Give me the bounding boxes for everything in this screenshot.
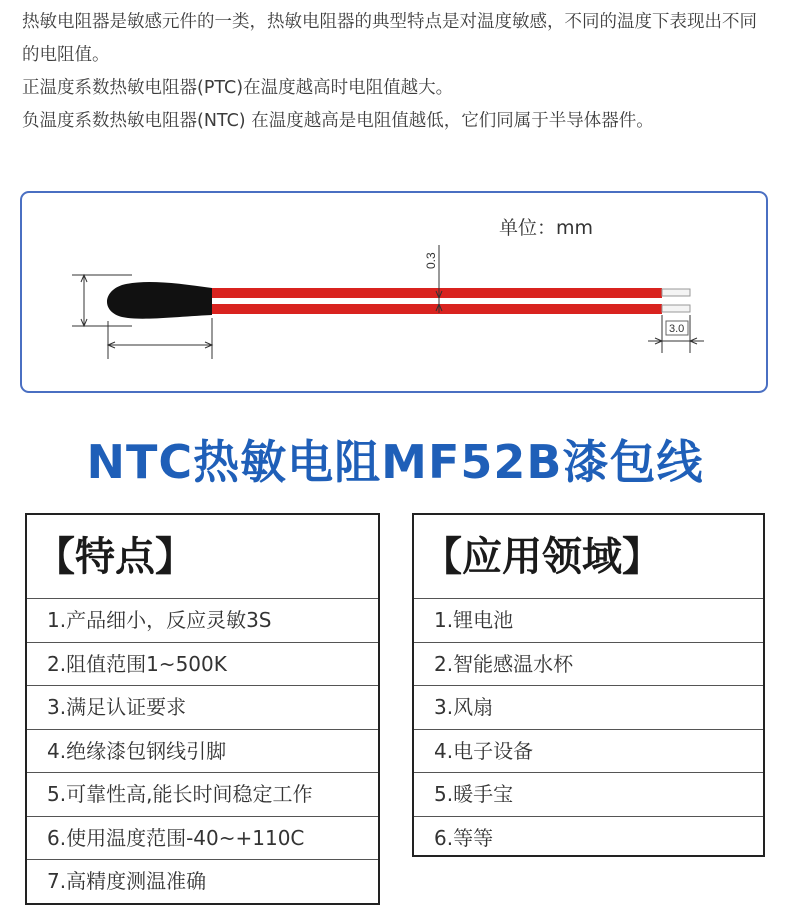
application-item: 6.等等 [434,825,494,850]
lead-bottom [662,305,690,312]
thermistor-head [107,282,212,319]
features-panel [25,513,380,905]
application-item: 3.风扇 [414,686,763,730]
features-heading: 【特点】 [27,515,378,599]
intro-paragraph-1: 热敏电阻器是敏感元件的一类，热敏电阻器的典型特点是对温度敏感，不同的温度下表现出不同的电阻值。 [22,12,757,65]
dim-lead-gap-label: 0.3 [424,252,438,269]
thermistor-diagram [20,191,768,393]
feature-item: 1.产品细小，反应灵敏3S [27,599,378,643]
unit-label: 单位：mm [499,217,594,239]
applications-panel [412,513,765,857]
intro-paragraph-2: 正温度系数热敏电阻器(PTC)在温度越高时电阻值越大。 [22,78,454,98]
feature-item: 7.高精度测温准确 [47,869,207,893]
page-title: NTC热敏电阻MF52B漆包线 [86,435,704,489]
dim-tip-label: 3.0 [669,323,685,335]
application-item: 5.暖手宝 [414,773,763,817]
application-item: 4.电子设备 [414,730,763,774]
dim-head-length [108,318,212,359]
intro-text [22,6,774,138]
applications-heading: 【应用领域】 [414,515,763,599]
feature-item: 5.可靠性高,能长时间稳定工作 [27,773,378,817]
thermistor-drawing [22,193,766,391]
application-item: 2.智能感温水杯 [414,643,763,687]
feature-item: 6.使用温度范围-40~+110C [27,817,378,861]
application-item: 1.锂电池 [414,599,763,643]
lead-top [662,289,690,296]
intro-paragraph-3: 负温度系数热敏电阻器(NTC) 在温度越高是电阻值越低，它们同属于半导体器件。 [22,111,654,131]
feature-item: 2.阻值范围1~500K [27,643,378,687]
feature-item: 4.绝缘漆包钢线引脚 [27,730,378,774]
feature-item: 3.满足认证要求 [27,686,378,730]
